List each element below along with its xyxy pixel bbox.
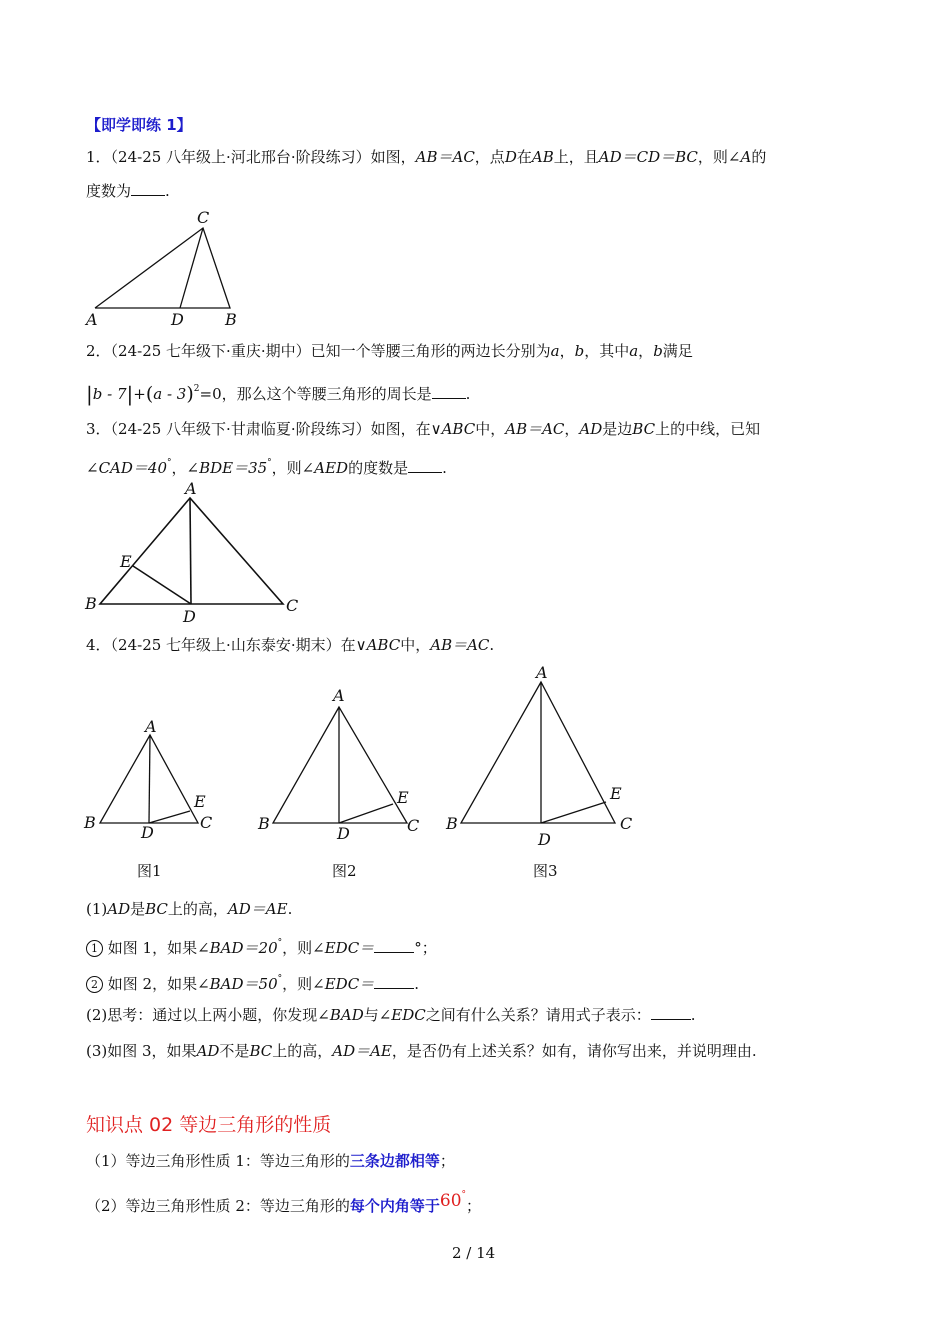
q3-label-e: E <box>120 552 132 571</box>
q2-text: ， <box>559 342 575 360</box>
q3-line1 <box>86 418 760 440</box>
q4-fig3-label-d: D <box>538 830 551 849</box>
q3-text: ， <box>171 459 187 477</box>
sub3-eq-ad-ae: AD＝AE <box>332 1042 392 1060</box>
q1-label-a: A <box>86 310 98 329</box>
q2-paren: ) <box>186 383 194 405</box>
page-number: 2 / 14 <box>452 1244 496 1262</box>
prop2-text: ； <box>466 1197 482 1215</box>
q3-label-b: B <box>85 594 97 613</box>
q1-eq-ab-ac: AB＝AC <box>415 148 475 166</box>
sub1b-answer-blank[interactable] <box>374 974 414 989</box>
q3-seg-bc: BC <box>632 420 656 438</box>
q4-figures <box>80 660 650 860</box>
q3-text: 的度数是 <box>348 459 409 477</box>
q4-text: . <box>489 636 495 654</box>
q4-figure-1 <box>83 717 212 842</box>
sub1b-text: 如图 2，如果 <box>107 975 198 993</box>
q3-degree: ° <box>167 458 172 468</box>
q4-text: 中， <box>400 636 431 654</box>
q2-eq-zero: =0 <box>199 385 222 403</box>
q3-triangle-abc: ∨ABC <box>430 420 476 438</box>
q4-fig3-label-c: C <box>620 814 633 833</box>
sub3-text: ，是否仍有上述关系？如有，请你写出来，并说明理由. <box>391 1042 757 1060</box>
q4-figure-3 <box>445 663 632 849</box>
sub1-number: (1) <box>86 900 108 918</box>
q3-eq-ab-ac: AB＝AC <box>505 420 565 438</box>
prop2-highlight: 每个内角等于 <box>349 1197 440 1215</box>
q3-label-a: A <box>185 479 197 498</box>
sub1a-text: ，则 <box>282 939 313 957</box>
prop1-highlight: 三条边都相等 <box>349 1152 440 1170</box>
q2-abs-bar: | <box>126 382 134 406</box>
sub1b-angle-bad: ∠BAD＝50 <box>197 975 278 993</box>
q1-point-d: D <box>504 148 517 166</box>
q4-sub3 <box>86 1040 757 1062</box>
q1-label-b: B <box>225 310 237 329</box>
sub1-eq-ad-ae: AD＝AE <box>227 900 288 918</box>
q4-fig2-label-b: B <box>258 814 270 833</box>
prop1-text: 等边三角形性质 1：等边三角形的 <box>125 1152 350 1170</box>
q1-text: ，则∠ <box>697 148 741 166</box>
q3-label-c: C <box>286 596 299 615</box>
q3-line2 <box>86 452 447 479</box>
q4-fig2-label-d: D <box>337 824 350 843</box>
sub1-seg-ad: AD <box>107 900 131 918</box>
section-title: 知识点 02 等边三角形的性质 <box>86 1114 332 1136</box>
q2-eq-exponent: 2 <box>193 384 200 394</box>
sub2-number: (2) <box>86 1006 108 1024</box>
q1-text: 的 <box>751 148 767 166</box>
property-1 <box>86 1150 455 1172</box>
q4-fig3-segment-de <box>541 802 606 823</box>
q4-caption-1: 图1 <box>137 862 162 880</box>
q4-fig1-label-a: A <box>145 717 157 736</box>
sub1a-angle-bad: ∠BAD＝20 <box>197 939 278 957</box>
q4-sub1 <box>86 898 292 920</box>
sub1-text: . <box>287 900 293 918</box>
q1-answer-blank[interactable] <box>131 181 165 196</box>
prop2-value-60: 60 <box>439 1191 462 1211</box>
q1-text: 如图， <box>370 148 416 166</box>
q3-text: ， <box>564 420 580 438</box>
q3-text: ，则∠ <box>271 459 315 477</box>
sub1a-text: °； <box>414 939 437 957</box>
q2-var-a: a <box>629 342 639 360</box>
sub2-text: . <box>690 1006 696 1024</box>
q4-fig3-label-a: A <box>536 663 548 682</box>
q1-text: 上，且 <box>553 148 599 166</box>
sub2-text: 之间有什么关系？请用式子表示： <box>425 1006 651 1024</box>
prop2-number: （2） <box>86 1197 126 1215</box>
q1-text: . <box>165 182 170 200</box>
q4-fig3-triangle <box>461 682 615 823</box>
q1-angle-a: A <box>740 148 752 166</box>
q3-angle-bde: ∠BDE＝35 <box>186 459 268 477</box>
q3-median-ad <box>190 498 191 604</box>
circle-number-1: 1 <box>86 940 103 957</box>
q4-fig1-segment-de <box>149 811 190 823</box>
q1-number: 1． <box>86 148 111 166</box>
q2-source: （24-25 七年级下·重庆·期中） <box>110 342 311 360</box>
sub1b-text: . <box>414 975 419 993</box>
sub2-angle-bad: ∠BAD <box>317 1006 364 1024</box>
q3-number: 3． <box>86 420 111 438</box>
q2-text: . <box>465 385 471 403</box>
q2-text: 满足 <box>662 342 693 360</box>
q4-fig2-segment-de <box>339 804 393 823</box>
q2-eq-plus: + <box>133 385 146 403</box>
q1-triangle <box>95 228 230 308</box>
q3-label-d: D <box>183 607 196 626</box>
q1-text: 度数为 <box>86 182 132 200</box>
prop1-number: （1） <box>86 1152 126 1170</box>
q2-abs-bar: | <box>86 382 93 406</box>
q4-fig2-label-a: A <box>333 686 345 705</box>
q3-source: （24-25 八年级下·甘肃临夏·阶段练习） <box>110 420 371 438</box>
q1-text: ，点 <box>474 148 505 166</box>
q3-answer-blank[interactable] <box>408 458 442 473</box>
q1-line1 <box>86 146 766 168</box>
q2-answer-blank[interactable] <box>432 384 466 399</box>
q3-angle-aed: AED <box>314 459 349 477</box>
q3-angle-cad: ∠CAD＝40 <box>86 459 167 477</box>
q4-fig1-altitude-ad <box>149 735 150 823</box>
sub1-seg-bc: BC <box>145 900 168 918</box>
q4-fig3-label-e: E <box>610 784 622 803</box>
sub2-text: 思考：通过以上两小题，你发现 <box>107 1006 318 1024</box>
q3-text: 中， <box>475 420 506 438</box>
q4-sub2 <box>86 1004 696 1026</box>
prop2-degree: ° <box>461 1190 467 1200</box>
q4-fig3-label-b: B <box>446 814 458 833</box>
practice-heading: 【即学即练 1】 <box>86 116 192 134</box>
sub1a-angle-edc: ∠EDC＝ <box>312 939 375 957</box>
q2-paren: ( <box>145 383 154 405</box>
q4-source: （24-25 七年级上·山东泰安·期末） <box>110 636 341 654</box>
sub1b-degree: ° <box>277 974 283 984</box>
q1-line2 <box>86 180 170 202</box>
q3-text: 如图，在 <box>370 420 431 438</box>
q2-var-a: a <box>550 342 560 360</box>
q2-eq-abs: b - 7 <box>92 385 127 403</box>
sub3-seg-bc: BC <box>249 1042 273 1060</box>
q4-fig1-label-e: E <box>194 792 206 811</box>
prop1-text: ； <box>439 1152 455 1170</box>
q3-segment-de <box>133 566 191 604</box>
sub1a-text: 如图 1，如果 <box>107 939 198 957</box>
q2-text: ，那么这个等腰三角形的周长是 <box>221 385 432 403</box>
property-2 <box>86 1184 481 1217</box>
q2-number: 2． <box>86 342 111 360</box>
q2-text: 已知一个等腰三角形的两边长分别为 <box>310 342 551 360</box>
sub1b-text: ，则 <box>282 975 313 993</box>
q4-fig2-label-c: C <box>407 816 420 835</box>
q2-eq-paren: a - 3 <box>153 385 187 403</box>
q4-caption-2: 图2 <box>332 862 357 880</box>
q3-text: 是边 <box>602 420 633 438</box>
q1-figure <box>80 205 250 330</box>
circle-number-2: 2 <box>86 976 103 993</box>
q3-text: 上的中线，已知 <box>655 420 761 438</box>
q2-var-b: b <box>653 342 663 360</box>
q3-text: . <box>442 459 447 477</box>
q4-figure-2 <box>257 686 419 843</box>
q4-sub1b <box>86 968 419 995</box>
q3-seg-ad: AD <box>579 420 603 438</box>
q1-label-d: D <box>171 310 184 329</box>
q2-text: ， <box>638 342 654 360</box>
sub1a-answer-blank[interactable] <box>374 938 414 953</box>
q4-sub1a <box>86 932 437 959</box>
q1-eq-ad-cd-bc: AD＝CD＝BC <box>598 148 698 166</box>
q1-source: （24-25 八年级上·河北邢台·阶段练习） <box>110 148 371 166</box>
q1-seg-ab: AB <box>531 148 554 166</box>
q1-label-c: C <box>197 208 210 227</box>
q1-segment-cd <box>180 228 203 308</box>
q4-eq-ab-ac: AB＝AC <box>430 636 490 654</box>
q2-var-b: b <box>574 342 585 360</box>
q4-fig1-label-c: C <box>200 813 213 832</box>
q3-degree: ° <box>267 458 272 468</box>
prop2-text: 等边三角形性质 2：等边三角形的 <box>125 1197 350 1215</box>
sub1-text: 上的高， <box>167 900 228 918</box>
sub2-angle-edc: ∠EDC <box>378 1006 426 1024</box>
q4-fig2-label-e: E <box>397 788 409 807</box>
q4-text: 在 <box>340 636 356 654</box>
q4-fig1-label-d: D <box>141 823 154 842</box>
q1-text: 在 <box>516 148 532 166</box>
sub3-text: 上的高， <box>272 1042 333 1060</box>
q4-fig1-label-b: B <box>84 813 96 832</box>
q3-figure <box>80 478 310 626</box>
sub2-answer-blank[interactable] <box>651 1005 691 1020</box>
sub3-text: 如图 3，如果 <box>107 1042 197 1060</box>
sub3-seg-ad: AD <box>196 1042 220 1060</box>
sub1b-angle-edc: ∠EDC＝ <box>312 975 375 993</box>
sub2-text: 与 <box>363 1006 379 1024</box>
q4-caption-3: 图3 <box>533 862 558 880</box>
sub1-text: 是 <box>130 900 146 918</box>
q2-text: ，其中 <box>584 342 630 360</box>
sub1a-degree: ° <box>277 938 283 948</box>
q4-triangle-abc: ∨ABC <box>355 636 401 654</box>
sub3-text: 不是 <box>219 1042 250 1060</box>
sub3-number: (3) <box>86 1042 108 1060</box>
q2-line2 <box>86 378 470 405</box>
q2-line1 <box>86 340 693 362</box>
q4-number: 4． <box>86 636 111 654</box>
q4-line1 <box>86 634 494 656</box>
